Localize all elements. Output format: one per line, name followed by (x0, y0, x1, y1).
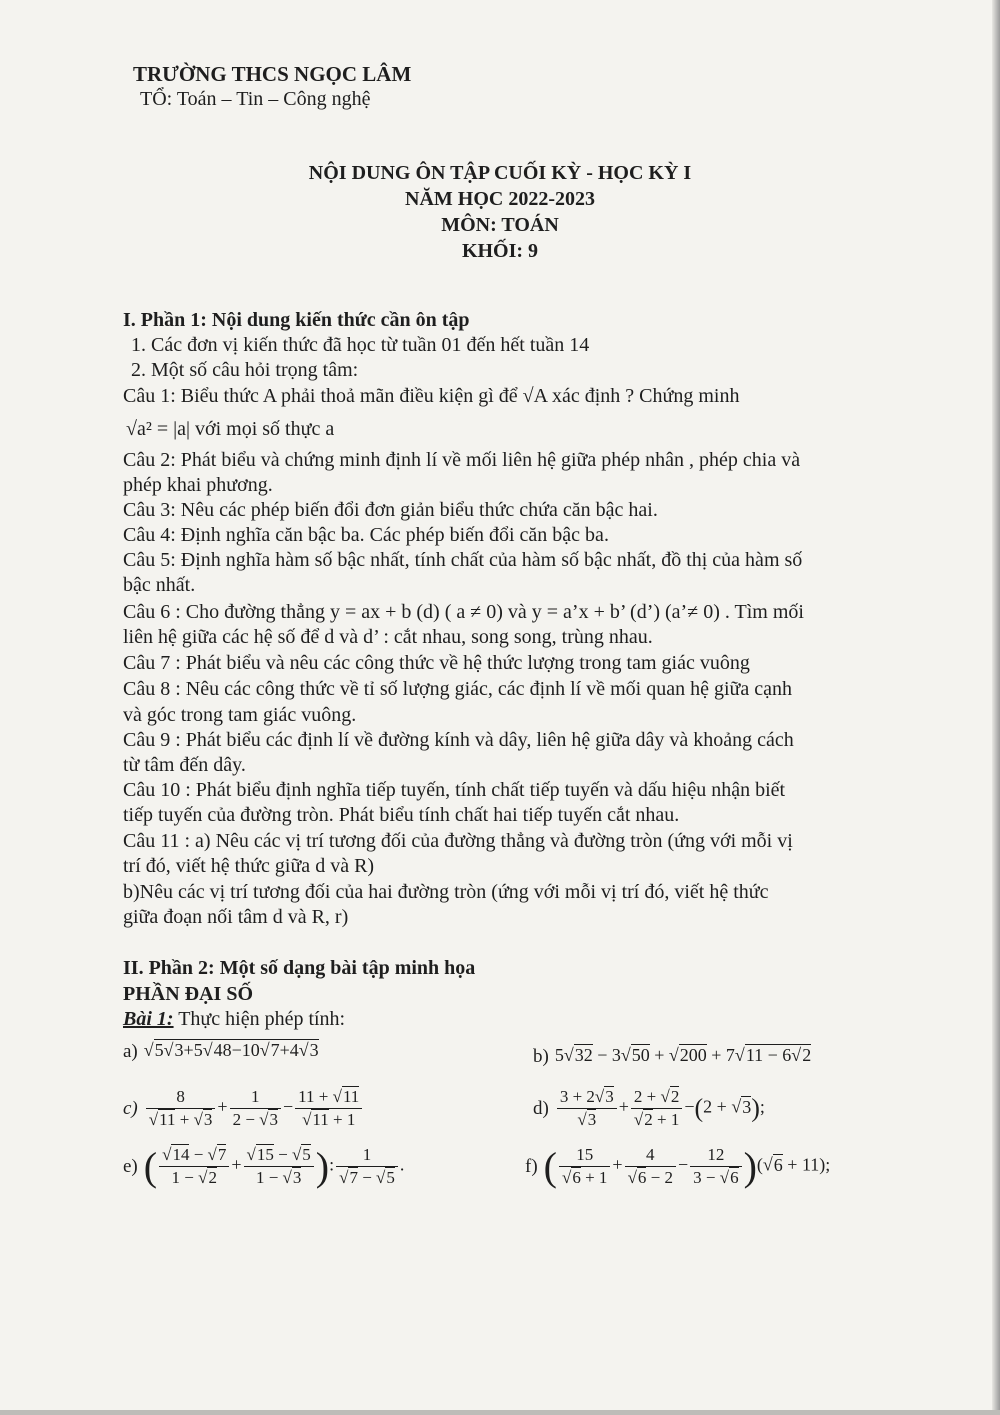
question-line: bậc nhất. (123, 574, 196, 596)
fraction: $\frac{1}{2 - √3}$ (230, 1086, 281, 1131)
question-line: Câu 7 : Phát biểu và nêu các công thức về hệ thức lượng trong tam giác vuông (123, 652, 750, 674)
part1-item-2: 2. Một số câu hỏi trọng tâm: (131, 359, 359, 381)
grade: KHỐI: 9 (461, 240, 539, 262)
question-line: từ tâm đến dây. (123, 754, 246, 776)
question-line: tiếp tuyến của đường tròn. Phát biểu tính chất hai tiếp tuyến cắt nhau. (123, 804, 680, 826)
fraction: $\frac{4}{√6 - 2}$ (625, 1144, 676, 1189)
question-line: b)Nêu các vị trí tương đối của hai đường tròn (ứng với mỗi vị trí đó, viết hệ thức (123, 881, 769, 903)
doc-title: NỘI DUNG ÔN TẬP CUỐI KỲ - HỌC KỲ I (308, 162, 692, 184)
label-c: c) (123, 1097, 138, 1119)
exercise-1-title (123, 1008, 345, 1031)
question-line: Câu 2: Phát biểu và chứng minh định lí về mối liên hệ giữa phép nhân , phép chia và (123, 449, 801, 471)
expression-b-body: 5√32 − 3√50 + √200 + 7√11 − 6√2 (554, 1045, 812, 1065)
question-line: Câu 8 : Nêu các công thức về tỉ số lượng giác, các định lí về mối quan hệ giữa cạnh (123, 678, 793, 700)
algebra-heading: PHẦN ĐẠI SỐ (123, 983, 254, 1005)
label-a: a) (123, 1040, 138, 1062)
department-name: TỔ: Toán – Tin – Công nghệ (140, 88, 371, 110)
scan-edge-bottom (0, 1410, 1000, 1415)
expression-d: d) $\frac{3 + 2√3}{√3}$ + $\frac{2 + √2}{√2 + 1}$ −(2 + √3); (533, 1087, 765, 1129)
expression-b (533, 1045, 811, 1068)
fraction: $\frac{2 + √2}{√2 + 1}$ (631, 1086, 682, 1131)
part1-heading: I. Phần 1: Nội dung kiến thức cần ôn tập (123, 309, 470, 331)
school-year: NĂM HỌC 2022-2023 (405, 188, 595, 210)
expression-e: e) ( $\frac{√14 - √7}{1 - √2}$ + $\frac{√15 - √5}{1 - √3}$ ): $\frac{1}{√7 - √5}$ . (123, 1144, 405, 1189)
question-line: Câu 3: Nêu các phép biến đổi đơn giản biểu thức chứa căn bậc hai. (123, 499, 658, 521)
school-name: TRƯỜNG THCS NGỌC LÂM (133, 62, 412, 86)
fraction: $\frac{11 + √11}{√11 + 1}$ (295, 1086, 362, 1131)
label-f: f) (525, 1155, 538, 1177)
expression-f: f) ( $\frac{15}{√6 + 1}$ + $\frac{4}{√6 - 2}$ − $\frac{12}{3 - √6}$ )(√6 + 11); (525, 1144, 831, 1189)
question-line: Câu 9 : Phát biểu các định lí về đường kính và dây, liên hệ giữa dây và khoảng cách (123, 729, 794, 751)
part1-item-1: 1. Các đơn vị kiến thức đã học từ tuần 01 đến hết tuần 14 (131, 334, 590, 356)
fraction: $\frac{8}{√11 + √3}$ (146, 1086, 216, 1131)
part2-heading: II. Phần 2: Một số dạng bài tập minh họa (123, 957, 476, 979)
question-line: Câu 5: Định nghĩa hàm số bậc nhất, tính chất của hàm số bậc nhất, đồ thị của hàm số (123, 549, 803, 571)
question-line: Câu 6 : Cho đường thẳng y = ax + b (d) ( a ≠ 0) và y = a’x + b’ (d’) (a’≠ 0) . Tìm mối (123, 601, 804, 623)
expression-c: c) $\frac{8}{√11 + √3}$ + $\frac{1}{2 - √3}$ − $\frac{11 + √11}{√11 + 1}$ (123, 1086, 364, 1131)
expression-a-body: √5√3+5√48−10√7+4√3 (143, 1040, 319, 1060)
question-line: Câu 4: Định nghĩa căn bậc ba. Các phép biến đổi căn bậc ba. (123, 524, 609, 546)
question-line: Câu 11 : a) Nêu các vị trí tương đối của đường thẳng và đường tròn (ứng với mỗi vị (123, 830, 793, 852)
exercise-1-label: Bài 1: (123, 1008, 174, 1030)
fraction: $\frac{√15 - √5}{1 - √3}$ (244, 1144, 314, 1189)
question-line: Câu 10 : Phát biểu định nghĩa tiếp tuyến, tính chất tiếp tuyến và dấu hiệu nhận biết (123, 779, 786, 801)
fraction: $\frac{1}{√7 - √5}$ (336, 1144, 398, 1189)
fraction: $\frac{12}{3 - √6}$ (690, 1144, 741, 1189)
question-line: và góc trong tam giác vuông. (123, 704, 357, 726)
question-line: √a² = |a| với mọi số thực a (126, 418, 335, 440)
label-d: d) (533, 1097, 549, 1119)
question-line: Câu 1: Biểu thức A phải thoả mãn điều kiện gì để √A xác định ? Chứng minh (123, 385, 740, 407)
label-b: b) (533, 1045, 549, 1067)
scan-edge-right (992, 0, 1000, 1415)
fraction: $\frac{15}{√6 + 1}$ (559, 1144, 610, 1189)
expression-a (123, 1040, 319, 1063)
question-line: giữa đoạn nối tâm d và R, r) (123, 906, 349, 928)
subject: MÔN: TOÁN (441, 214, 559, 236)
question-line: phép khai phương. (123, 474, 273, 496)
question-line: trí đó, viết hệ thức giữa d và R) (123, 855, 375, 877)
fraction: $\frac{√14 - √7}{1 - √2}$ (159, 1144, 229, 1189)
exercise-1-instruction: Thực hiện phép tính: (173, 1008, 346, 1030)
fraction: $\frac{3 + 2√3}{√3}$ (557, 1086, 617, 1131)
label-e: e) (123, 1155, 138, 1177)
question-line: liên hệ giữa các hệ số để d và d’ : cắt nhau, song song, trùng nhau. (123, 626, 653, 648)
